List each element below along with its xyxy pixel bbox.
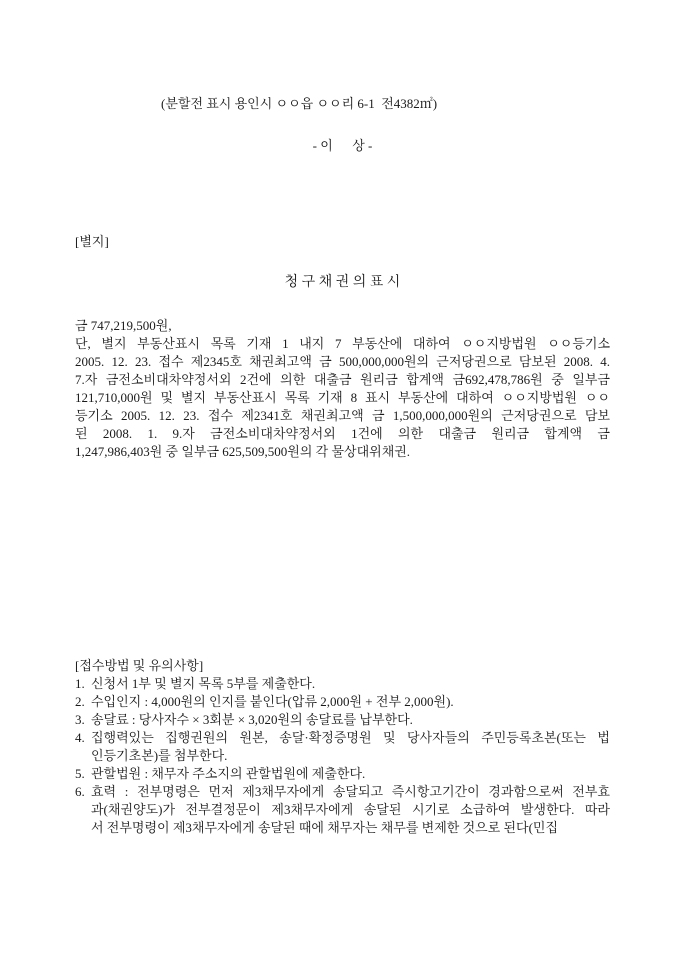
note-item <box>75 765 610 783</box>
note-line: 관할법원 : 채무자 주소지의 관할법원에 제출한다. <box>91 766 366 781</box>
note-number: 6. <box>75 784 85 799</box>
note-item <box>75 711 610 729</box>
note-line: 인등기초본)를 첨부한다. <box>91 748 228 763</box>
note-line: 신청서 1부 및 별지 목록 5부를 제출한다. <box>91 676 316 691</box>
note-line: 과(채권양도)가 전부결정문이 제3채무자에게 송달된 시기로 소급하여 발생한다. 따라 <box>91 802 610 817</box>
note-content <box>91 783 610 837</box>
note-item <box>75 729 610 765</box>
note-line: 수입인지 : 4,000원의 인지를 붙인다(압류 2,000원 + 전부 2,000원). <box>91 694 454 709</box>
filing-notes-section <box>75 657 610 837</box>
claim-title: 청 구 채 권 의 표 시 <box>284 275 401 290</box>
parcel-note: (분할전 표시 용인시 ㅇㅇ읍 ㅇㅇ리 6-1 전4382㎡) <box>161 96 438 111</box>
note-content <box>91 675 610 693</box>
claim-line: 된 2008. 1. 9.자 금전소비대차약정서외 1건에 의한 대출금 원리금 합계액 금 <box>75 426 610 441</box>
note-number: 3. <box>75 712 85 727</box>
note-item <box>75 783 610 837</box>
note-number: 5. <box>75 766 85 781</box>
note-content <box>91 711 610 729</box>
claim-line: 등기소 2005. 12. 23. 접수 제2341호 채권최고액 금 1,500,000,000원의 근저당권으로 담보 <box>75 408 610 423</box>
note-number: 4. <box>75 730 85 745</box>
note-number: 2. <box>75 694 85 709</box>
note-line: 서 전부명령이 제3채무자에게 송달된 때에 채무자는 채무를 변제한 것으로 된다(민집 <box>91 820 559 835</box>
note-content <box>91 765 610 783</box>
claim-line: 2005. 12. 23. 접수 제2345호 채권최고액 금 500,000,000원의 근저당권으로 담보된 2008. 4. <box>75 354 610 369</box>
claim-body <box>75 317 610 461</box>
note-number: 1. <box>75 676 85 691</box>
claim-line: 7.자 금전소비대차약정서외 2건에 의한 대출금 원리금 합계액 금692,478,786원 중 일부금 <box>75 372 610 387</box>
claim-line: 금 747,219,500원, <box>75 318 172 333</box>
claim-line: 단, 별지 부동산표시 목록 기재 1 내지 7 부동산에 대하여 ㅇㅇ지방법원 ㅇㅇ등기소 <box>75 336 610 351</box>
note-content <box>91 729 610 765</box>
filing-notes-title: [접수방법 및 유의사항] <box>75 658 204 673</box>
note-item <box>75 693 610 711</box>
note-content <box>91 693 610 711</box>
note-item <box>75 675 610 693</box>
note-line: 효력 : 전부명령은 먼저 제3채무자에게 송달되고 즉시항고기간이 경과함으로써 전부효 <box>91 784 610 799</box>
note-line: 집행력있는 집행권원의 원본, 송달·확정증명원 및 당사자들의 주민등록초본(또는 법 <box>91 730 610 745</box>
claim-line: 1,247,986,403원 중 일부금 625,509,500원의 각 물상대위채권. <box>75 444 411 459</box>
note-line: 송달료 : 당사자수 × 3회분 × 3,020원의 송달료를 납부한다. <box>91 712 413 727</box>
attachment-label: [별지] <box>75 234 109 249</box>
claim-line: 121,710,000원 및 별지 부동산표시 목록 기재 8 표시 부동산에 대하여 ㅇㅇ지방법원 ㅇㅇ <box>75 390 610 405</box>
end-mark: - 이 상 - <box>312 138 373 153</box>
